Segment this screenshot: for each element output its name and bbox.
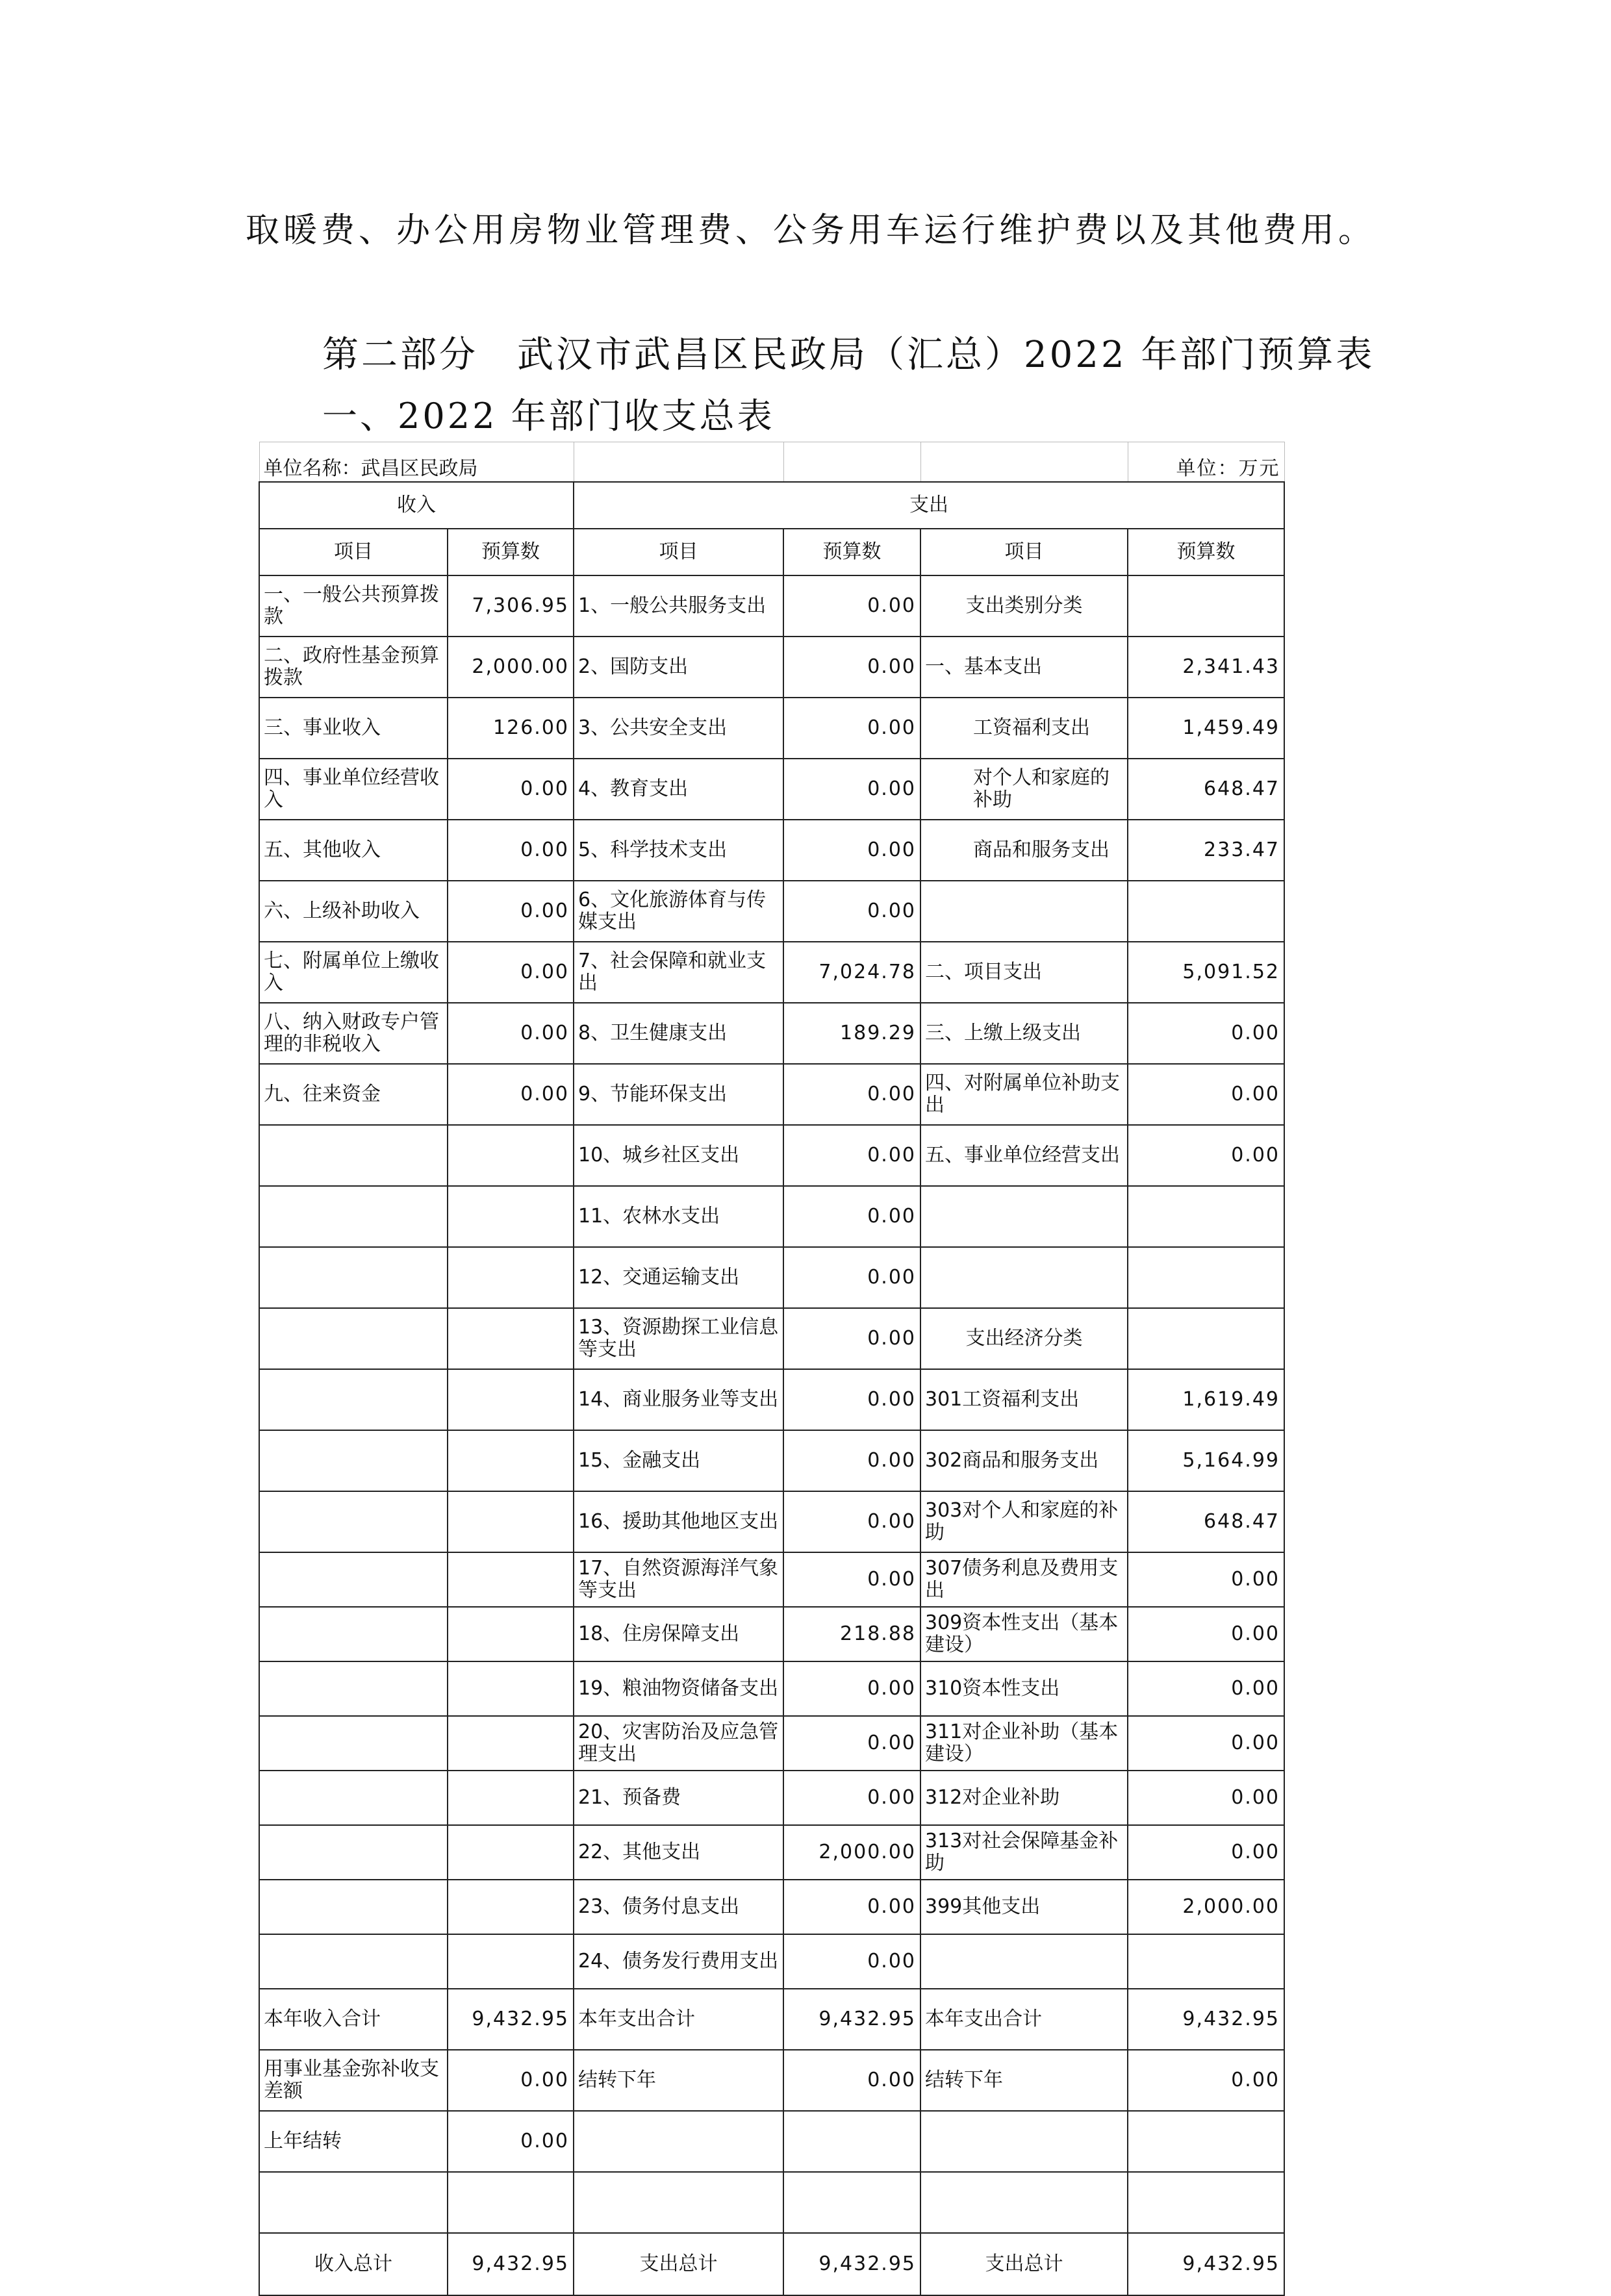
income-item: 用事业基金弥补收支差额 <box>259 2050 448 2111</box>
classification-value: 648.47 <box>1128 1491 1284 1552</box>
classification-value <box>1128 1186 1284 1247</box>
income-value <box>448 1771 574 1825</box>
expense-item <box>574 2111 783 2172</box>
classification-item: 310资本性支出 <box>920 1661 1128 1716</box>
table-row <box>259 1661 1284 1716</box>
expense-value: 0.00 <box>783 1125 920 1186</box>
income-value <box>448 1186 574 1247</box>
expense-item: 10、城乡社区支出 <box>574 1125 783 1186</box>
income-value: 2,000.00 <box>448 637 574 698</box>
classification-item <box>920 2111 1128 2172</box>
unit-label: 单位：万元 <box>1128 442 1284 483</box>
table-row <box>259 1430 1284 1491</box>
expense-item: 24、债务发行费用支出 <box>574 1934 783 1989</box>
classification-value <box>1128 881 1284 942</box>
income-value: 0.00 <box>448 1003 574 1064</box>
table-row <box>259 2050 1284 2111</box>
income-item <box>259 1552 448 1607</box>
classification-value: 5,091.52 <box>1128 942 1284 1003</box>
expense-value: 0.00 <box>783 881 920 942</box>
table-row <box>259 1825 1284 1880</box>
income-value: 0.00 <box>448 2050 574 2111</box>
classification-item: 支出总计 <box>920 2233 1128 2295</box>
expense-value: 0.00 <box>783 1308 920 1369</box>
income-item <box>259 1934 448 1989</box>
table-row <box>259 1247 1284 1308</box>
expense-value: 0.00 <box>783 1491 920 1552</box>
table-row <box>259 575 1284 637</box>
income-value <box>448 1430 574 1491</box>
income-item <box>259 1661 448 1716</box>
classification-value: 0.00 <box>1128 1661 1284 1716</box>
classification-item: 一、基本支出 <box>920 637 1128 698</box>
income-item <box>259 1308 448 1369</box>
classification-item: 支出经济分类 <box>920 1308 1128 1369</box>
classification-value: 0.00 <box>1128 1552 1284 1607</box>
classification-value: 0.00 <box>1128 1003 1284 1064</box>
income-item: 上年结转 <box>259 2111 448 2172</box>
table-row <box>259 2233 1284 2295</box>
table-row <box>259 637 1284 698</box>
classification-value: 233.47 <box>1128 820 1284 881</box>
classification-item: 三、上缴上级支出 <box>920 1003 1128 1064</box>
expense-item: 15、金融支出 <box>574 1430 783 1491</box>
table-row <box>259 1934 1284 1989</box>
income-item <box>259 1430 448 1491</box>
classification-item: 302商品和服务支出 <box>920 1430 1128 1491</box>
expense-item <box>574 2172 783 2233</box>
classification-item: 312对企业补助 <box>920 1771 1128 1825</box>
table-row <box>259 820 1284 881</box>
expense-item: 19、粮油物资储备支出 <box>574 1661 783 1716</box>
table-row <box>259 698 1284 759</box>
classification-item: 本年支出合计 <box>920 1989 1128 2050</box>
expense-item: 12、交通运输支出 <box>574 1247 783 1308</box>
classification-item <box>920 2172 1128 2233</box>
expense-value: 0.00 <box>783 1186 920 1247</box>
budget-table <box>259 442 1285 2296</box>
income-value: 0.00 <box>448 820 574 881</box>
classification-item: 399其他支出 <box>920 1880 1128 1934</box>
classification-value: 0.00 <box>1128 1064 1284 1125</box>
income-value <box>448 1247 574 1308</box>
section-title: 第二部分 武汉市武昌区民政局（汇总）2022 年部门预算表 <box>322 334 1375 376</box>
income-value: 9,432.95 <box>448 2233 574 2295</box>
classification-item: 301工资福利支出 <box>920 1369 1128 1430</box>
blank-cell <box>783 442 920 483</box>
income-value <box>448 1661 574 1716</box>
expense-value: 0.00 <box>783 1934 920 1989</box>
expense-value: 0.00 <box>783 575 920 637</box>
income-value <box>448 2172 574 2233</box>
expense-value: 0.00 <box>783 1716 920 1771</box>
classification-item: 311对企业补助（基本建设） <box>920 1716 1128 1771</box>
col-header-item: 项目 <box>920 529 1128 575</box>
classification-item <box>920 1934 1128 1989</box>
classification-value: 0.00 <box>1128 1607 1284 1661</box>
income-item: 七、附属单位上缴收入 <box>259 942 448 1003</box>
income-value: 0.00 <box>448 881 574 942</box>
table-row <box>259 1186 1284 1247</box>
income-item <box>259 1125 448 1186</box>
expense-item: 21、预备费 <box>574 1771 783 1825</box>
income-item <box>259 2172 448 2233</box>
expense-item: 支出总计 <box>574 2233 783 2295</box>
intro-line: 取暖费、办公用房物业管理费、公务用车运行维护费以及其他费用。 <box>246 211 1376 250</box>
income-value <box>448 1125 574 1186</box>
classification-value <box>1128 1934 1284 1989</box>
classification-item: 四、对附属单位补助支出 <box>920 1064 1128 1125</box>
classification-value: 2,341.43 <box>1128 637 1284 698</box>
income-value <box>448 1934 574 1989</box>
expense-item: 6、文化旅游体育与传媒支出 <box>574 881 783 942</box>
classification-value: 648.47 <box>1128 759 1284 820</box>
expense-value: 0.00 <box>783 820 920 881</box>
table-row <box>259 881 1284 942</box>
income-item: 四、事业单位经营收入 <box>259 759 448 820</box>
classification-item: 309资本性支出（基本建设） <box>920 1607 1128 1661</box>
income-item: 二、政府性基金预算拨款 <box>259 637 448 698</box>
blank-cell <box>574 442 783 483</box>
income-item: 八、纳入财政专户管理的非税收入 <box>259 1003 448 1064</box>
classification-value <box>1128 1247 1284 1308</box>
expense-value: 0.00 <box>783 759 920 820</box>
classification-item: 313对社会保障基金补助 <box>920 1825 1128 1880</box>
expense-value: 7,024.78 <box>783 942 920 1003</box>
income-item <box>259 1825 448 1880</box>
expense-value: 0.00 <box>783 698 920 759</box>
unit-row <box>259 442 1284 483</box>
income-item <box>259 1369 448 1430</box>
expense-value: 2,000.00 <box>783 1825 920 1880</box>
col-header-budget: 预算数 <box>1128 529 1284 575</box>
header-group-row <box>259 482 1284 529</box>
table-row <box>259 1607 1284 1661</box>
expense-value: 0.00 <box>783 2050 920 2111</box>
expense-item: 13、资源勘探工业信息等支出 <box>574 1308 783 1369</box>
expense-item: 7、社会保障和就业支出 <box>574 942 783 1003</box>
expense-value: 0.00 <box>783 1064 920 1125</box>
table-row <box>259 1771 1284 1825</box>
classification-value <box>1128 2111 1284 2172</box>
income-item: 收入总计 <box>259 2233 448 2295</box>
income-item <box>259 1186 448 1247</box>
expense-item: 本年支出合计 <box>574 1989 783 2050</box>
col-header-budget: 预算数 <box>783 529 920 575</box>
expense-value: 0.00 <box>783 1552 920 1607</box>
expense-value <box>783 2111 920 2172</box>
classification-item: 307债务利息及费用支出 <box>920 1552 1128 1607</box>
income-value: 0.00 <box>448 2111 574 2172</box>
table-row <box>259 1716 1284 1771</box>
classification-value: 2,000.00 <box>1128 1880 1284 1934</box>
expense-value: 218.88 <box>783 1607 920 1661</box>
income-value <box>448 1369 574 1430</box>
table-row <box>259 2111 1284 2172</box>
expense-item: 结转下年 <box>574 2050 783 2111</box>
expense-item: 22、其他支出 <box>574 1825 783 1880</box>
classification-item: 商品和服务支出 <box>920 820 1128 881</box>
expense-value: 0.00 <box>783 1369 920 1430</box>
classification-item: 对个人和家庭的补助 <box>920 759 1128 820</box>
table-row <box>259 942 1284 1003</box>
income-value: 9,432.95 <box>448 1989 574 2050</box>
income-value <box>448 1491 574 1552</box>
classification-value: 1,459.49 <box>1128 698 1284 759</box>
table-title: 一、2022 年部门收支总表 <box>322 396 775 436</box>
table-row <box>259 1989 1284 2050</box>
expense-value <box>783 2172 920 2233</box>
income-item <box>259 1491 448 1552</box>
expense-header: 支出 <box>574 482 1284 529</box>
expense-item: 5、科学技术支出 <box>574 820 783 881</box>
table-row <box>259 1491 1284 1552</box>
table-row <box>259 1064 1284 1125</box>
income-value: 0.00 <box>448 1064 574 1125</box>
income-item <box>259 1247 448 1308</box>
expense-value: 0.00 <box>783 1247 920 1308</box>
expense-value: 0.00 <box>783 1430 920 1491</box>
table-row <box>259 1308 1284 1369</box>
classification-item <box>920 1186 1128 1247</box>
income-value <box>448 1825 574 1880</box>
income-item <box>259 1771 448 1825</box>
income-item: 九、往来资金 <box>259 1064 448 1125</box>
table-row <box>259 1003 1284 1064</box>
classification-value <box>1128 2172 1284 2233</box>
income-item <box>259 1716 448 1771</box>
unit-name: 单位名称：武昌区民政局 <box>259 442 574 483</box>
expense-item: 18、住房保障支出 <box>574 1607 783 1661</box>
income-value <box>448 1880 574 1934</box>
classification-value: 5,164.99 <box>1128 1430 1284 1491</box>
col-header-item: 项目 <box>259 529 448 575</box>
expense-value: 0.00 <box>783 1661 920 1716</box>
table-row <box>259 1369 1284 1430</box>
table-row <box>259 759 1284 820</box>
expense-item: 17、自然资源海洋气象等支出 <box>574 1552 783 1607</box>
header-row <box>259 529 1284 575</box>
income-item: 六、上级补助收入 <box>259 881 448 942</box>
expense-value: 0.00 <box>783 637 920 698</box>
expense-item: 16、援助其他地区支出 <box>574 1491 783 1552</box>
income-item: 一、一般公共预算拨款 <box>259 575 448 637</box>
table-row <box>259 1880 1284 1934</box>
income-value <box>448 1308 574 1369</box>
expense-item: 9、节能环保支出 <box>574 1064 783 1125</box>
classification-item: 支出类别分类 <box>920 575 1128 637</box>
expense-item: 3、公共安全支出 <box>574 698 783 759</box>
income-value: 126.00 <box>448 698 574 759</box>
classification-item <box>920 881 1128 942</box>
income-header: 收入 <box>259 482 574 529</box>
classification-item: 工资福利支出 <box>920 698 1128 759</box>
expense-value: 9,432.95 <box>783 2233 920 2295</box>
classification-value: 0.00 <box>1128 1125 1284 1186</box>
expense-item: 1、一般公共服务支出 <box>574 575 783 637</box>
income-value <box>448 1607 574 1661</box>
income-item: 三、事业收入 <box>259 698 448 759</box>
income-item <box>259 1880 448 1934</box>
expense-value: 0.00 <box>783 1880 920 1934</box>
expense-value: 0.00 <box>783 1771 920 1825</box>
income-value <box>448 1716 574 1771</box>
classification-item: 结转下年 <box>920 2050 1128 2111</box>
expense-item: 14、商业服务业等支出 <box>574 1369 783 1430</box>
classification-item: 二、项目支出 <box>920 942 1128 1003</box>
income-value: 7,306.95 <box>448 575 574 637</box>
income-item: 五、其他收入 <box>259 820 448 881</box>
income-item <box>259 1607 448 1661</box>
expense-item: 11、农林水支出 <box>574 1186 783 1247</box>
expense-item: 20、灾害防治及应急管理支出 <box>574 1716 783 1771</box>
classification-value: 9,432.95 <box>1128 2233 1284 2295</box>
expense-item: 4、教育支出 <box>574 759 783 820</box>
income-value: 0.00 <box>448 759 574 820</box>
classification-value: 0.00 <box>1128 1771 1284 1825</box>
expense-item: 23、债务付息支出 <box>574 1880 783 1934</box>
income-value <box>448 1552 574 1607</box>
expense-value: 9,432.95 <box>783 1989 920 2050</box>
col-header-budget: 预算数 <box>448 529 574 575</box>
expense-item: 2、国防支出 <box>574 637 783 698</box>
classification-value: 9,432.95 <box>1128 1989 1284 2050</box>
col-header-item: 项目 <box>574 529 783 575</box>
classification-item: 五、事业单位经营支出 <box>920 1125 1128 1186</box>
classification-value: 0.00 <box>1128 2050 1284 2111</box>
classification-value: 1,619.49 <box>1128 1369 1284 1430</box>
classification-item: 303对个人和家庭的补助 <box>920 1491 1128 1552</box>
classification-value: 0.00 <box>1128 1825 1284 1880</box>
table-row <box>259 1552 1284 1607</box>
table-row <box>259 1125 1284 1186</box>
blank-cell <box>920 442 1128 483</box>
classification-value <box>1128 1308 1284 1369</box>
expense-item: 8、卫生健康支出 <box>574 1003 783 1064</box>
classification-item <box>920 1247 1128 1308</box>
classification-value: 0.00 <box>1128 1716 1284 1771</box>
income-value: 0.00 <box>448 942 574 1003</box>
expense-value: 189.29 <box>783 1003 920 1064</box>
income-item: 本年收入合计 <box>259 1989 448 2050</box>
table-row <box>259 2172 1284 2233</box>
classification-value <box>1128 575 1284 637</box>
